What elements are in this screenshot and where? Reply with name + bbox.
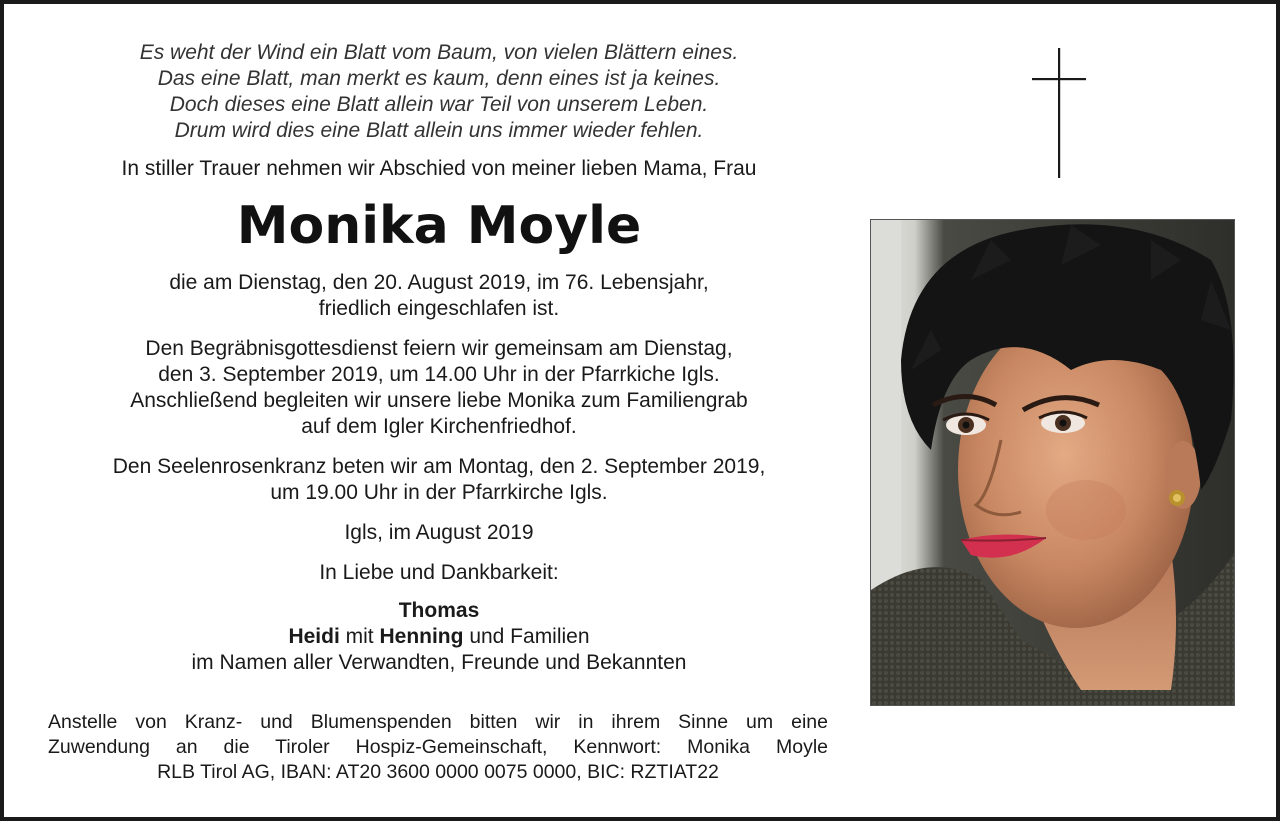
place-date: Igls, im August 2019 <box>344 521 534 544</box>
donation-line: Zuwendung an die Tiroler Hospiz-Gemeinschaft, Kennwort: Monika Moyle <box>48 736 828 758</box>
death-info-line: die am Dienstag, den 20. August 2019, im 76. Lebensjahr, <box>169 271 709 294</box>
rosary-info <box>44 454 834 506</box>
signer-name: Heidi <box>288 625 340 648</box>
funeral-line: den 3. September 2019, um 14.00 Uhr in der Pfarrkiche Igls. <box>158 363 720 386</box>
death-info <box>44 270 834 322</box>
obituary-text-column <box>44 40 834 676</box>
funeral-line: Den Begräbnisgottesdienst feiern wir gemeinsam am Dienstag, <box>145 337 733 360</box>
poem-line: Doch dieses eine Blatt allein war Teil von unserem Leben. <box>169 93 709 116</box>
rosary-line: Den Seelenrosenkranz beten wir am Montag, den 2. September 2019, <box>112 455 766 478</box>
poem-line: Das eine Blatt, man merkt es kaum, denn eines ist ja keines. <box>157 67 721 90</box>
portrait-photo <box>870 219 1235 706</box>
donation-line: RLB Tirol AG, IBAN: AT20 3600 0000 0075 0000, BIC: RZTIAT22 <box>157 761 719 783</box>
deceased-name: Monika Moyle <box>236 196 642 256</box>
signer-suffix: und Familien <box>469 625 590 648</box>
signer-name: Thomas <box>398 599 480 622</box>
poem <box>44 40 834 144</box>
funeral-line: Anschließend begleiten wir unsere liebe Monika zum Familiengrab <box>130 389 748 412</box>
donation-line: Anstelle von Kranz- und Blumenspenden bitten wir in ihrem Sinne um eine <box>48 711 828 733</box>
intro-text: In stiller Trauer nehmen wir Abschied von meiner lieben Mama, Frau <box>121 157 757 180</box>
cross-icon <box>1030 48 1090 178</box>
rosary-line: um 19.00 Uhr in der Pfarrkirche Igls. <box>270 481 608 504</box>
gratitude-line: In Liebe und Dankbarkeit: <box>319 561 559 584</box>
signers <box>44 598 834 676</box>
poem-line: Drum wird dies eine Blatt allein uns immer wieder fehlen. <box>174 119 704 142</box>
donation-note <box>48 710 828 785</box>
funeral-line: auf dem Igler Kirchenfriedhof. <box>301 415 577 438</box>
funeral-info <box>44 336 834 440</box>
signer-name: Henning <box>379 625 464 648</box>
signer-connector: mit <box>345 625 374 648</box>
death-info-line: friedlich eingeschlafen ist. <box>318 297 560 320</box>
signer-closing: im Namen aller Verwandten, Freunde und Bekannten <box>191 651 687 674</box>
poem-line: Es weht der Wind ein Blatt vom Baum, von vielen Blättern eines. <box>139 41 739 64</box>
